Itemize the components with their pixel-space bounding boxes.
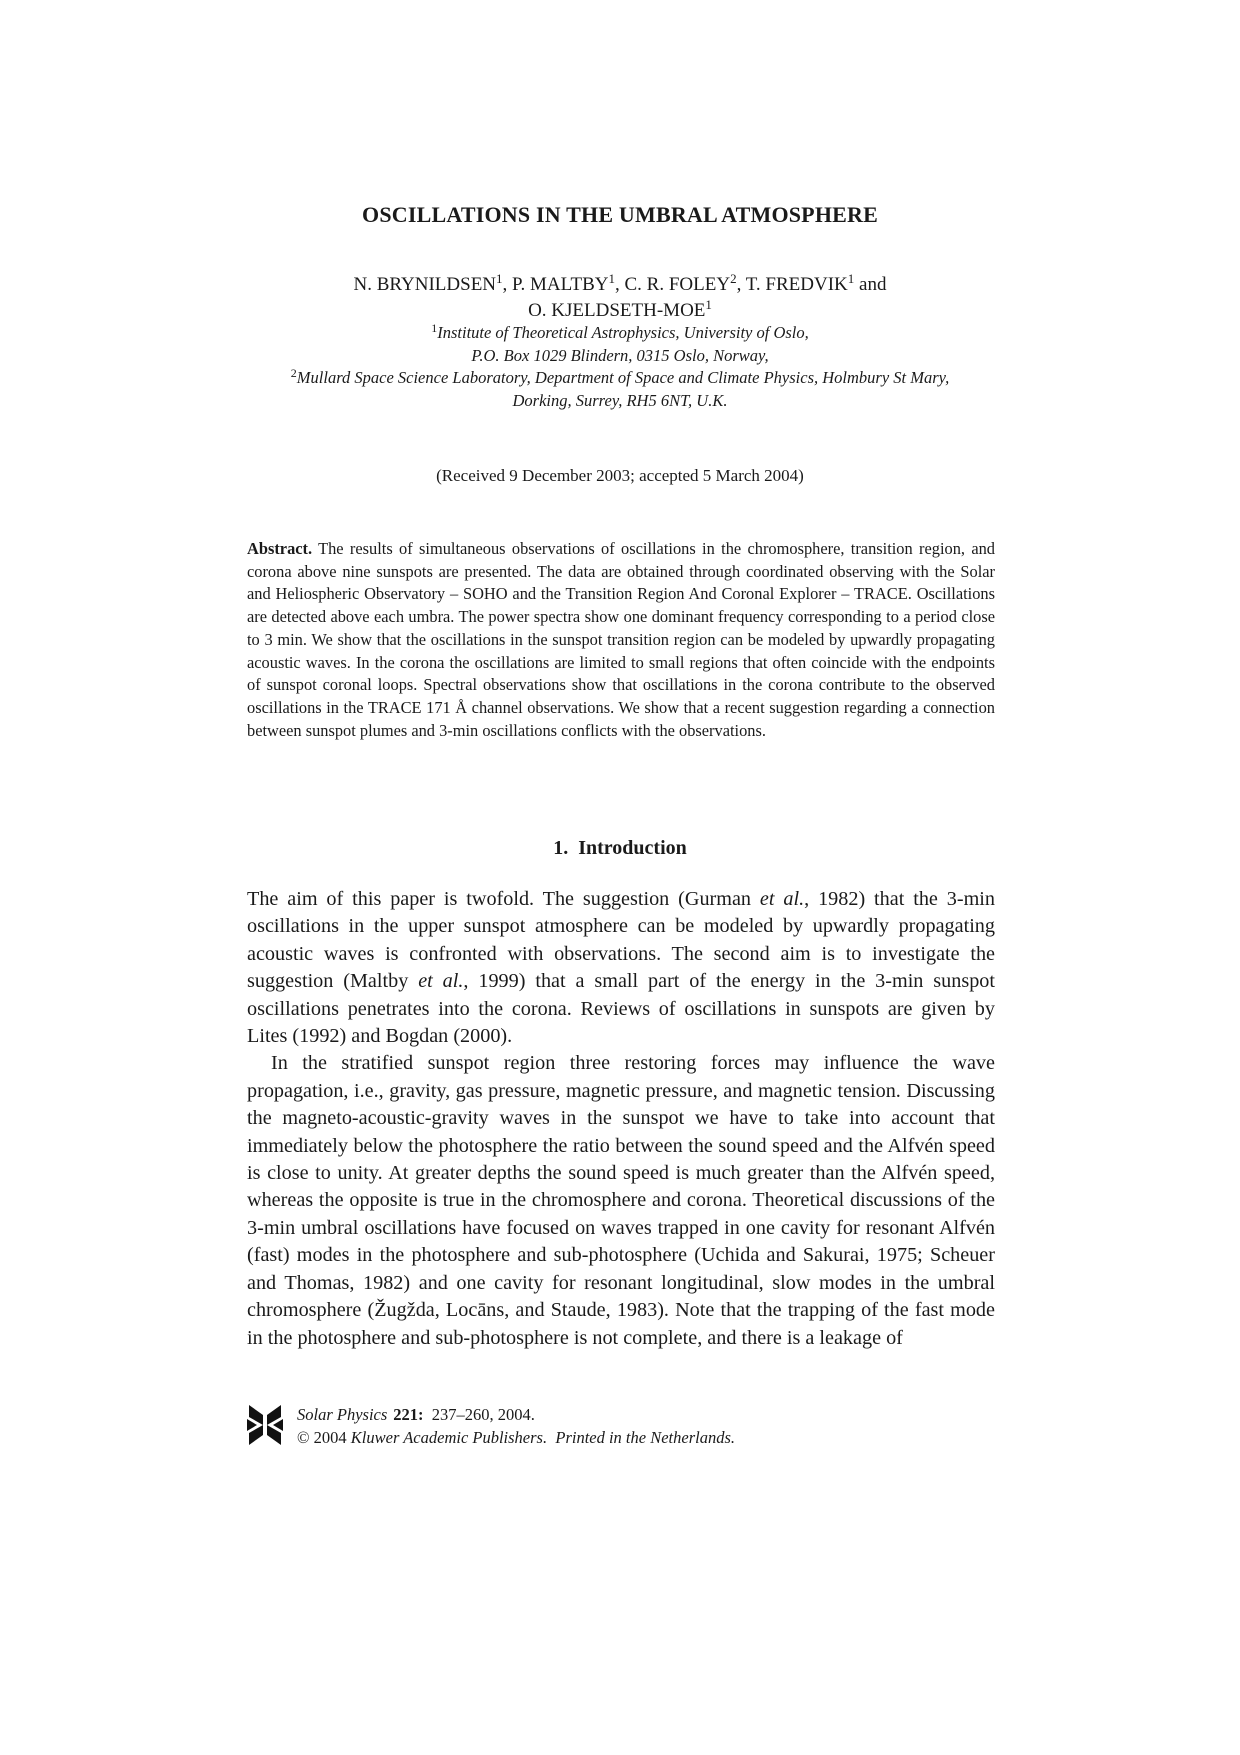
affiliation-number: 1: [431, 321, 438, 335]
journal-pages: 237–260, 2004.: [431, 1405, 535, 1424]
footer-lines: [297, 1403, 735, 1449]
journal-footer: [247, 1403, 947, 1463]
section-number: 1.: [553, 837, 569, 859]
section-title: Introduction: [578, 837, 687, 859]
author-affiliation-mark: 1: [496, 271, 503, 286]
abstract-label: Abstract.: [247, 539, 313, 558]
publisher-logo-icon: [247, 1403, 283, 1447]
author-name: C. R. FOLEY: [624, 274, 731, 295]
author-list: [0, 272, 1240, 324]
paragraph-2: In the stratified sunspot region three restoring forces may influence the wave propagation, i.e., gravity, gas pressure, magnetic pressure, and magnetic tension. Discussing the magneto-acoustic-gravity waves in the sunspot we have to take into account that immediately below the photosphere the ratio between the sound speed and the Alfvén speed is close to unity. At greater depths the sound speed is much greater than the Alfvén speed, whereas the opposite is true in the chromosphere and corona. Theoretical discussions of the 3-min umbral oscillations have focused on waves trapped in one cavity for resonant Alfvén (fast) modes in the photosphere and sub-photosphere (Uchida and Sakurai, 1975; Scheuer and Thomas, 1982) and one cavity for resonant longitudinal, slow modes in the umbral chromosphere (Žugžda, Locāns, and Staude, 1983). Note that the trapping of the fast mode in the photosphere and sub-photosphere is not complete, and there is a leakage of: [247, 1052, 995, 1349]
text-run: , 1999) that a small part of the energy in the 3-min sunspot oscillations penetrates into the corona. Reviews of oscillations in sunspots are given by Lites (1992) and Bogdan (2000).: [247, 970, 995, 1048]
author-name: P. MALTBY: [512, 274, 609, 295]
affiliation-line: Mullard Space Science Laboratory, Department of Space and Climate Physics, Holmbury St Mary,: [296, 368, 950, 387]
author-separator: ,: [614, 274, 625, 295]
abstract-text: The results of simultaneous observations of oscillations in the chromosphere, transition region, and corona above nine sunspots are presented. The data are obtained through coordinated observing with the Solar and Heliospheric Observatory – SOHO and the Transition Region And Coronal Explorer – TRACE. Oscillations are detected above each umbra. The power spectra show one dominant frequency corresponding to a period close to 3 min. We show that the oscillations in the sunspot transition region can be modeled by upwardly propagating acoustic waves. In the corona the oscillations are limited to small regions that often coincide with the endpoints of sunspot coronal loops. Spectral observations show that oscillations in the corona contribute to the observed oscillations in the TRACE 171 Å channel observations. We show that a recent suggestion regarding a connection between sunspot plumes and 3-min oscillations conflicts with the observations.: [247, 539, 995, 740]
author-affiliation-mark: 1: [705, 297, 712, 312]
body-text: [247, 886, 995, 1352]
affiliation-1: [0, 322, 1240, 345]
author-separator: and: [854, 274, 887, 295]
author-affiliation-mark: 2: [730, 271, 737, 286]
journal-name: Solar Physics: [297, 1405, 388, 1424]
copyright-line: [297, 1426, 735, 1449]
author-affiliation-mark: 1: [847, 271, 855, 286]
author-name: T. FREDVIK: [745, 274, 848, 295]
affiliation-list: [0, 322, 1240, 412]
text-run: The aim of this paper is twofold. The suggestion (Gurman: [247, 888, 760, 910]
affiliation-line: P.O. Box 1029 Blindern, 0315 Oslo, Norway,: [471, 345, 769, 365]
text-run: , 1982) that the 3-min oscillations in the upper sunspot atmosphere can be modeled by upwardly propagating acoustic waves is confronted with observations. The second aim is to investigate the suggestion (Maltby: [247, 888, 995, 993]
journal-citation: [297, 1403, 735, 1426]
paper-title: OSCILLATIONS IN THE UMBRAL ATMOSPHERE: [362, 202, 878, 227]
printed-location: Printed in the Netherlands.: [555, 1428, 736, 1447]
author-affiliation-mark: 1: [608, 271, 615, 286]
paragraph-1: [247, 886, 995, 1050]
copyright-mark: © 2004: [297, 1428, 347, 1447]
affiliation-2: [0, 367, 1240, 390]
author-separator: ,: [502, 274, 513, 295]
section-heading: [0, 837, 1240, 860]
author-name: N. BRYNILDSEN: [353, 274, 497, 295]
publisher-name: Kluwer Academic Publishers.: [350, 1428, 548, 1447]
author-separator: ,: [736, 274, 746, 295]
author-name: O. KJELDSETH-MOE: [528, 300, 706, 321]
received-dates: (Received 9 December 2003; accepted 5 March 2004): [436, 466, 804, 485]
abstract: [247, 538, 995, 742]
journal-volume: 221:: [393, 1405, 424, 1424]
citation-etal: et al.: [418, 970, 464, 993]
affiliation-line: Institute of Theoretical Astrophysics, University of Oslo,: [437, 323, 809, 342]
affiliation-line: Dorking, Surrey, RH5 6NT, U.K.: [512, 390, 728, 410]
citation-etal: et al.: [759, 888, 805, 910]
affiliation-number: 2: [290, 366, 297, 380]
